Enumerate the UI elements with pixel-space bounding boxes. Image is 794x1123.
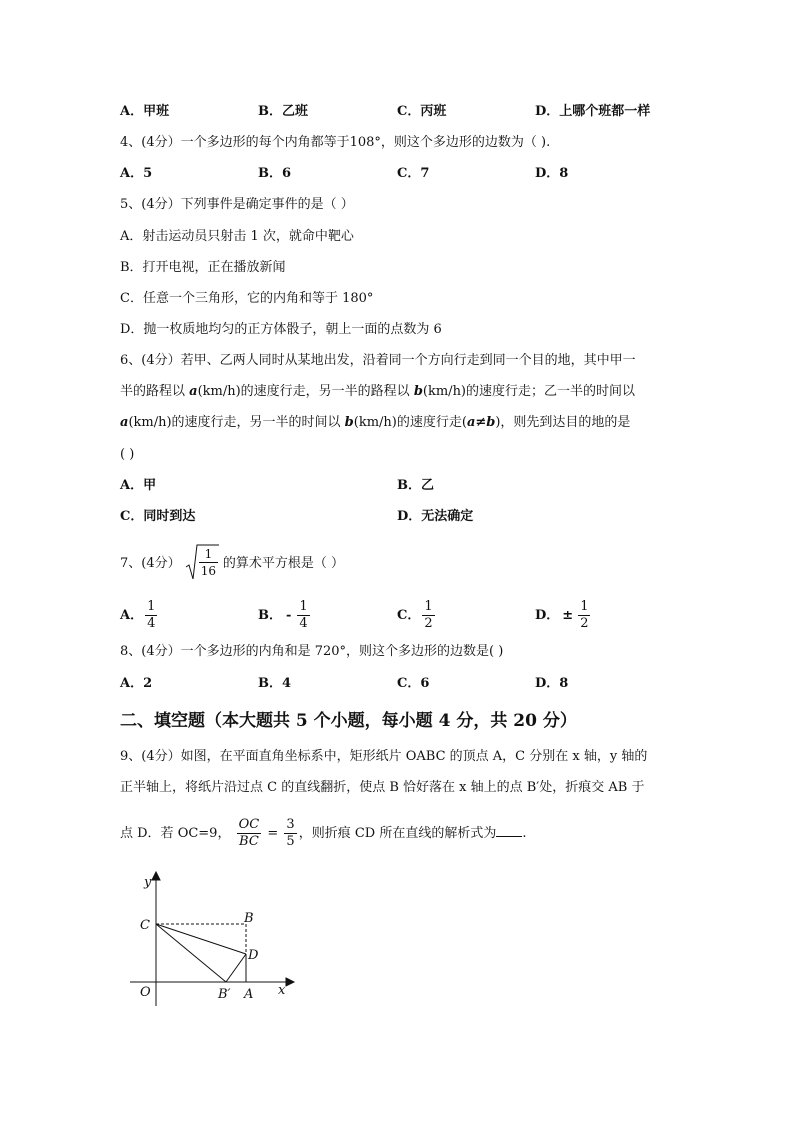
q7-option-b [258,598,312,634]
option-label: A． [120,608,144,623]
numerator: 1 [299,599,308,614]
q5-stem: 5、(4分）下列事件是确定事件的是（ ） [120,197,354,212]
q6-text: (km/h)的速度行走，另一半的路程以 [197,384,414,399]
q6-text: (km/h)的速度行走( [353,415,467,430]
coordinate-figure [120,866,320,1016]
q6-text: (km/h)的速度行走，另一半的时间以 [128,415,345,430]
q3-option-d: D．上哪个班都一样 [535,104,651,119]
q6-line-1: 6、(4分）若甲、乙两人同时从某地出发，沿着同一个方向行走到同一个目的地，其中甲一 [120,353,636,368]
q6-var-b: b [344,415,354,430]
q4-option-b: B．6 [258,166,292,181]
numerator: 3 [286,817,295,832]
q4-option-d: D．8 [535,166,569,181]
q5-option-d: D．抛一枚质地均匀的正方体骰子，朝上一面的点数为 6 [120,322,442,337]
q6-text: (km/h)的速度行走；乙一半的时间以 [422,384,636,399]
denominator: 4 [147,616,156,631]
q7-stem [120,543,344,584]
q3-option-b: B．乙班 [258,104,308,119]
denominator: BC [239,834,259,849]
q7-suffix: 的算术平方根是（ ） [222,555,345,571]
q4-option-a: A．5 [120,166,153,181]
sqrt-numerator: 1 [199,546,218,563]
q8-stem: 8、(4分）一个多边形的内角和是 720°，则这个多边形的边数是( ) [120,644,504,659]
sign: - [286,608,292,623]
q7-option-c [397,598,437,634]
fold-line-cd [156,924,246,954]
denominator: 5 [286,834,295,849]
numerator: OC [238,817,260,832]
x-axis-label: x [278,983,286,998]
point-bprime-label: B′ [218,987,231,1002]
q3-option-a: A．甲班 [120,104,170,119]
denominator: 2 [424,616,433,631]
q6-text: 半的路程以 [120,384,190,399]
segment-bprime-d [226,954,246,982]
q6-condition: a≠b [466,415,496,430]
q9-text: 点 D．若 OC=9， [120,826,231,841]
q6-line-3 [120,413,630,433]
q8-option-a: A．2 [120,676,153,691]
ratio-fraction [237,817,262,850]
q6-line-2 [120,382,635,402]
option-label: D． [535,608,560,623]
ratio-value-fraction [284,817,296,850]
q5-option-b: B．打开电视，正在播放新闻 [120,260,286,275]
equals-sign: = [267,826,279,841]
q6-var-b: b [413,384,423,399]
q6-line-4: ( ) [120,447,135,462]
answer-blank [496,822,522,837]
denominator: 4 [299,616,308,631]
q9-line-1: 9、(4分）如图，在平面直角坐标系中，矩形纸片 OABC 的顶点 A，C 分别在 x 轴，y 轴的 [120,749,648,764]
q3-option-c: C．丙班 [397,104,447,119]
q6-option-c: C．同时到达 [120,509,196,524]
q9-text: ，则折痕 CD 所在直线的解析式为 [298,826,497,841]
q6-option-b: B．乙 [397,478,434,493]
q6-option-d: D．无法确定 [397,509,474,524]
q6-var-a: a [120,415,129,430]
point-d-label: D [248,948,259,963]
sqrt-denominator: 16 [200,564,217,578]
origin-label: O [140,985,151,1000]
sqrt-expression [185,543,219,584]
q9-text: . [522,826,527,841]
fraction [297,599,309,632]
point-b-label: B [244,911,254,926]
sign: ± [562,608,574,623]
fraction [145,599,157,632]
q7-option-a [120,598,159,634]
option-label: C． [397,608,421,623]
point-c-label: C [140,918,150,933]
denominator: 2 [580,616,589,631]
fraction [578,599,590,632]
q4-stem: 4、(4分）一个多边形的每个内角都等于108°，则这个多边形的边数为（ ). [120,135,551,150]
q9-line-2: 正半轴上，将纸片沿过点 C 的直线翻折，使点 B 恰好落在 x 轴上的点 B′处，折痕交 AB 于 [120,780,645,795]
q6-var-a: a [189,384,198,399]
q8-option-c: C．6 [397,676,430,691]
q7-option-d [535,598,592,634]
numerator: 1 [424,599,433,614]
fraction [422,599,434,632]
sqrt-fraction [199,546,218,579]
q6-option-a: A．甲 [120,478,157,493]
q6-text: )，则先到达目的地的是 [495,415,631,430]
y-axis-label: y [144,875,152,890]
point-a-label: A [244,987,254,1002]
segment-cbprime [156,924,226,982]
q5-option-c: C．任意一个三角形，它的内角和等于 180° [120,291,374,306]
y-axis-arrow-icon [152,872,160,880]
q7-prefix: 7、(4分） [120,555,181,571]
option-label: B． [258,608,282,623]
numerator: 1 [580,599,589,614]
section-title: 二、填空题（本大题共 5 个小题，每小题 4 分，共 20 分） [120,711,577,731]
q8-option-d: D．8 [535,676,569,691]
x-axis-arrow-icon [286,978,294,986]
q5-option-a: A．射击运动员只射击 1 次，就命中靶心 [120,229,354,244]
numerator: 1 [147,599,156,614]
q9-line-3 [120,814,526,854]
q4-option-c: C．7 [397,166,430,181]
q8-option-b: B．4 [258,676,292,691]
